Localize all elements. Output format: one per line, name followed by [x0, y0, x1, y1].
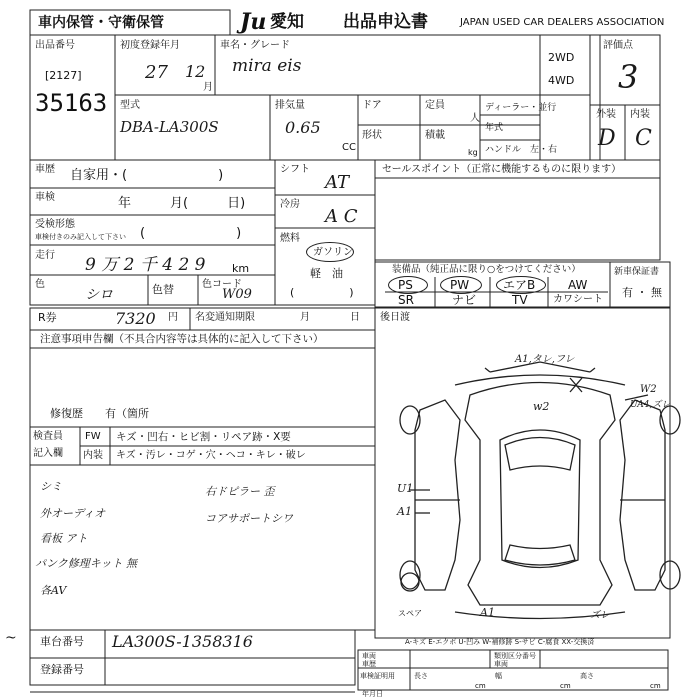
note-left-1: シミ [40, 480, 62, 493]
note-right-2: コアサポートシワ [205, 512, 293, 525]
equip-airbag: エアB [503, 278, 536, 292]
small-table-length: 長さ [414, 672, 428, 680]
color-label: 色 [35, 279, 45, 290]
month-unit: 月 [203, 82, 213, 93]
cooling-label: 冷房 [280, 199, 300, 210]
registration-number-label: 登録番号 [40, 663, 84, 676]
notice-label: 名変通知期限 [195, 312, 255, 323]
small-table-cm-1: cm [475, 682, 486, 690]
first-registration-year: 27 [145, 62, 168, 83]
association-name: JAPAN USED CAR DEALERS ASSOCIATION [460, 17, 665, 28]
note-right-1: 右ドピラー 歪 [205, 485, 275, 498]
cooling-value: A C [325, 206, 358, 227]
storage-label: 車内保管・守衛保管 [38, 15, 164, 31]
note-left-2: 外オーディオ [40, 507, 106, 520]
car-name-value: mira eis [232, 56, 302, 76]
small-table-height: 高さ [580, 672, 594, 680]
diagram-spare: スペア [398, 609, 422, 618]
notice-month: 月 [300, 312, 310, 323]
inspection-value: 年 月( 日) [118, 196, 246, 211]
diagram-a1-bottom: A1 [480, 606, 495, 619]
shape-label: 形状 [362, 130, 382, 141]
dealer-label: ディーラー・並行 [485, 103, 557, 113]
lot-number-small: [2127] [45, 69, 82, 82]
shift-value: AT [325, 172, 350, 193]
first-registration-label: 初度登録年月 [120, 40, 180, 51]
equip-tv: TV [512, 293, 528, 307]
color-change-label: 色替 [152, 283, 174, 296]
model-label: 型式 [120, 100, 140, 111]
score-value: 3 [618, 58, 639, 96]
document-title: 出品申込書 [343, 12, 428, 32]
small-table-b2: 車両 [494, 660, 508, 668]
color-code-value: W09 [222, 287, 252, 302]
interior-items: キズ・汚レ・コゲ・穴・ヘコ・キレ・破レ [116, 450, 306, 461]
exterior-label: 外装 [596, 109, 616, 120]
diagram-zure: ズレ [590, 610, 610, 621]
recycle-unit: 円 [168, 312, 178, 323]
fw-items: キズ・凹右・ヒビ割・リペア跡・X要 [116, 431, 291, 443]
small-table-a2: 車歴 [362, 660, 376, 668]
equip-leather: カワシート [553, 294, 603, 305]
equip-ps-circle [388, 276, 428, 294]
interior-inspect-label: 内装 [83, 450, 103, 461]
recycle-label: R券 [38, 311, 57, 324]
diagram-w2-center: w2 [533, 400, 550, 413]
shift-label: シフト [280, 164, 310, 175]
cc-unit: CC [342, 142, 356, 153]
model-value: DBA-LA300S [120, 118, 219, 136]
equip-aw: AW [568, 278, 588, 292]
fuel-diesel: 軽 油 [310, 267, 343, 280]
receive-note: 車検付きのみ記入して下さい [35, 233, 126, 241]
damage-legend: A-キズ E-エクボ U-凹み W-補修跡 S-サビ C-腐食 XX-交換済 [405, 638, 595, 646]
fuel-gasoline: ガソリン [313, 247, 353, 258]
color-value: シロ [85, 287, 113, 303]
lot-number-label: 出品番号 [35, 40, 75, 51]
capacity-label: 定員 [425, 100, 445, 111]
drive-4wd: 4WD [548, 74, 575, 87]
kg-unit: kg [468, 148, 478, 157]
mileage-label: 走行 [35, 250, 55, 261]
fw-label: FW [85, 431, 101, 442]
equip-pw: PW [450, 278, 470, 292]
history-label: 車歴 [35, 164, 55, 175]
note-left-4: パンク修理キット 無 [35, 557, 138, 570]
equip-sr: SR [398, 293, 414, 307]
notice-day: 日 [350, 312, 360, 323]
recycle-value: 7320 [115, 309, 156, 328]
ju-logo: Ju [240, 9, 267, 35]
notes-title: 注意事項申告欄（不具合内容等は具体的に記入して下さい） [40, 333, 324, 345]
equipment-label: 装備品（純正品に限り○をつけてください） [392, 264, 581, 275]
small-table-c1: 車検証明用 [360, 672, 395, 680]
handle-label: ハンドル 左・右 [485, 145, 558, 155]
small-table-a1: 車両 [362, 652, 376, 660]
score-label: 評価点 [603, 40, 633, 51]
repair-history: 修復歴 有（箇所 [50, 407, 149, 420]
small-table-cm-3: cm [650, 682, 661, 690]
warranty-label: 新車保証書 [614, 267, 660, 277]
displacement-value: 0.65 [285, 118, 321, 137]
fuel-label: 燃料 [280, 233, 300, 244]
inspector-label: 検査員 [33, 431, 63, 442]
mileage-value: 9 万 2 千 4 2 9 [85, 255, 206, 275]
mileage-unit: km [232, 262, 250, 275]
door-label: ドア [362, 100, 382, 111]
brand-name: 愛知 [270, 12, 304, 32]
after-sale-label: 後日渡 [380, 312, 410, 323]
interior-label: 内装 [630, 109, 650, 120]
exterior-value: D [598, 126, 616, 151]
chassis-mark: ~ [5, 630, 17, 646]
lot-number-value: 35163 [35, 89, 108, 117]
model-year-label: 年式 [485, 123, 504, 133]
drive-2wd: 2WD [548, 51, 575, 64]
warranty-value: 有 ・ 無 [622, 286, 662, 299]
small-table-cm-2: cm [560, 682, 571, 690]
car-name-label: 車名・グレード [220, 40, 290, 51]
color-code-label: 色コード [202, 279, 242, 290]
note-left-5: 各AV [40, 584, 67, 597]
load-label: 積載 [425, 130, 445, 141]
small-table-bottom: 年月日 [362, 690, 383, 698]
inspector-label-2: 記入欄 [33, 448, 63, 459]
diagram-w2-right: W2 [640, 384, 657, 395]
diagram-top-note: A1,タレ,フレ [515, 354, 575, 365]
equip-pw-circle [440, 276, 482, 294]
small-table-width: 幅 [495, 672, 502, 680]
fuel-paren: ( ) [290, 286, 354, 299]
history-value: 自家用・( ) [70, 168, 224, 183]
equip-airbag-circle [496, 276, 546, 294]
fuel-gasoline-circle [306, 242, 354, 262]
interior-value: C [635, 126, 652, 151]
diagram-ua: UA4,ズレ [630, 400, 671, 410]
receive-label: 受検形態 [35, 219, 75, 230]
diagram-a1-left: A1 [397, 505, 412, 518]
first-registration-month: 12 [185, 62, 206, 81]
diagram-u1: U1 [397, 482, 414, 495]
small-table-b1: 類別区分番号 [494, 652, 536, 660]
note-left-3: 看板 アト [40, 532, 88, 545]
chassis-value: LA300S-1358316 [112, 632, 253, 651]
inspection-label: 車検 [35, 192, 55, 203]
person-unit: 人 [470, 113, 480, 124]
chassis-label: 車台番号 [40, 635, 84, 648]
receive-paren: ( ) [140, 226, 242, 241]
equip-ps: PS [398, 278, 413, 292]
sales-point-label: セールスポイント（正常に機能するものに限ります） [382, 164, 622, 175]
equip-navi: ナビ [452, 293, 477, 307]
displacement-label: 排気量 [275, 100, 305, 111]
